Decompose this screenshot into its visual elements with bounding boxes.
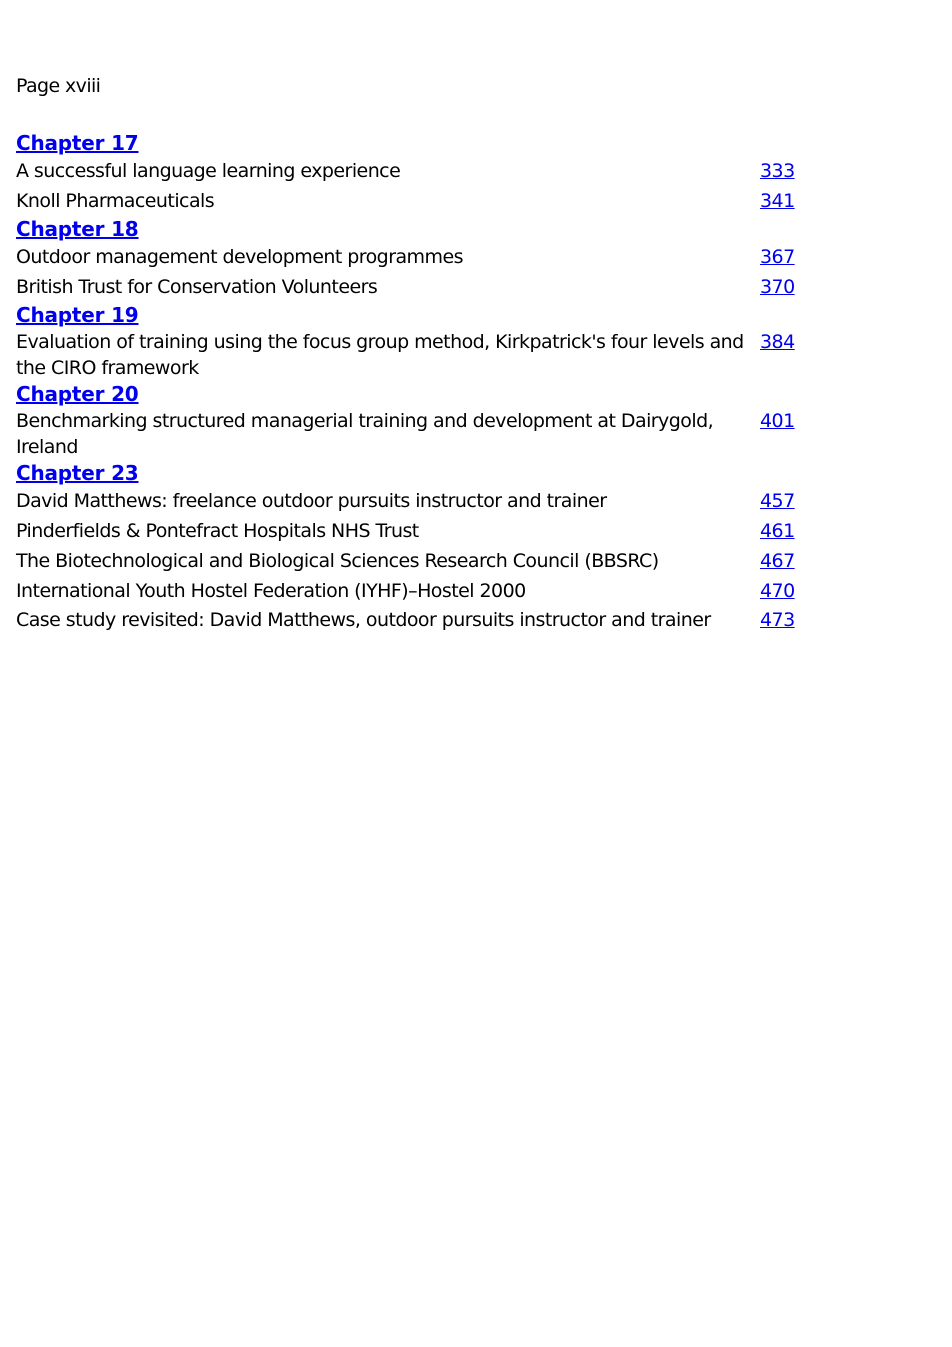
entry-title: Case study revisited: David Matthews, outdoor pursuits instructor and trainer [16, 609, 711, 631]
entry-page-link[interactable]: 401 [760, 410, 795, 432]
toc-entry [16, 328, 816, 381]
toc-entry [16, 576, 816, 606]
chapter-17-link[interactable]: Chapter 17 [16, 131, 139, 155]
entry-page-link[interactable]: 457 [760, 490, 795, 512]
chapter-section [16, 130, 816, 216]
toc-entry [16, 606, 816, 633]
toc-entry [16, 516, 816, 546]
entry-page-link[interactable]: 333 [760, 160, 795, 182]
chapter-section [16, 302, 816, 381]
table-of-contents [16, 130, 816, 633]
entry-title: British Trust for Conservation Volunteers [16, 276, 378, 298]
chapter-section [16, 460, 816, 633]
entry-page-link[interactable]: 384 [760, 331, 795, 353]
chapter-section [16, 381, 816, 460]
chapter-19-link[interactable]: Chapter 19 [16, 303, 139, 327]
entry-page-link[interactable]: 370 [760, 276, 795, 298]
entry-title: International Youth Hostel Federation (IYHF)–Hostel 2000 [16, 580, 526, 602]
toc-entry [16, 407, 816, 460]
chapter-20-link[interactable]: Chapter 20 [16, 382, 139, 406]
toc-entry [16, 186, 816, 216]
toc-entry [16, 156, 816, 186]
chapter-section [16, 216, 816, 302]
chapter-23-link[interactable]: Chapter 23 [16, 461, 139, 485]
entry-title: Pinderfields & Pontefract Hospitals NHS Trust [16, 520, 419, 542]
entry-page-link[interactable]: 467 [760, 550, 795, 572]
entry-page-link[interactable]: 367 [760, 246, 795, 268]
entry-title: Benchmarking structured managerial training and development at Dairygold, Ireland [16, 410, 714, 458]
entry-page-link[interactable]: 341 [760, 190, 795, 212]
toc-entry [16, 486, 816, 516]
entry-title: The Biotechnological and Biological Sciences Research Council (BBSRC) [16, 550, 659, 572]
entry-title: Knoll Pharmaceuticals [16, 190, 215, 212]
entry-page-link[interactable]: 461 [760, 520, 795, 542]
toc-entry [16, 272, 816, 302]
entry-title: Outdoor management development programmes [16, 246, 463, 268]
entry-title: Evaluation of training using the focus group method, Kirkpatrick's four levels and the CIRO framework [16, 331, 744, 379]
entry-title: David Matthews: freelance outdoor pursuits instructor and trainer [16, 490, 607, 512]
toc-entry [16, 242, 816, 272]
entry-page-link[interactable]: 473 [760, 609, 795, 631]
chapter-18-link[interactable]: Chapter 18 [16, 217, 139, 241]
entry-page-link[interactable]: 470 [760, 580, 795, 602]
entry-title: A successful language learning experience [16, 160, 401, 182]
toc-entry [16, 546, 816, 576]
page-number-label: Page xviii [16, 75, 101, 97]
